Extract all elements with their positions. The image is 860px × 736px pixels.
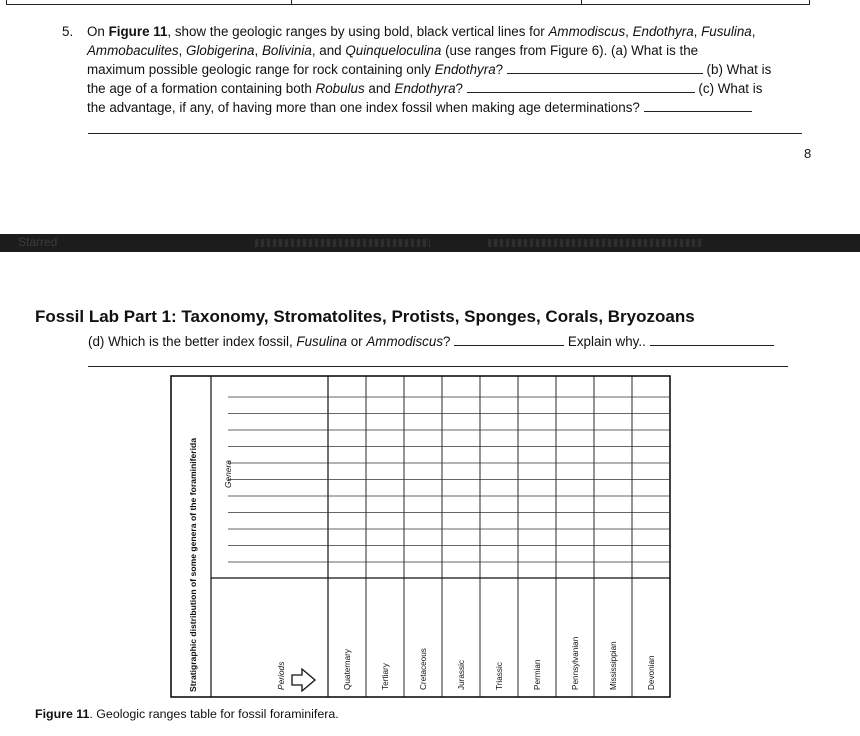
text-run: (c) What is [694, 81, 763, 97]
text-run: , [751, 24, 756, 39]
text-run: Explain why.. [564, 334, 650, 349]
genus-name: Fusulina [296, 334, 348, 349]
lab-title: Fossil Lab Part 1: Taxonomy, Stromatolites, Protists, Sponges, Corals, Bryozoans [35, 307, 695, 326]
text-run: , [693, 24, 702, 39]
question-number: 5. [62, 24, 74, 39]
genus-name: Robulus [315, 81, 365, 97]
text-run: , [178, 42, 186, 58]
text-run: ? [495, 62, 507, 78]
text-run: On [87, 24, 109, 39]
periods-arrow-icon [292, 669, 315, 691]
text-run: (use ranges from Figure 6). (a) What is the [441, 42, 699, 58]
period-label-triassic: Triassic [495, 662, 504, 690]
period-label-permian: Permian [533, 659, 542, 690]
periods-label: Periods [276, 661, 286, 690]
genus-name: Endothyra [632, 24, 694, 39]
period-label-devonian: Devonian [647, 655, 656, 690]
genus-name: Endothyra [434, 62, 496, 78]
text-run: (b) What is [702, 62, 772, 78]
period-label-cretaceous: Cretaceous [419, 648, 428, 690]
genera-label: Genera [223, 460, 233, 488]
period-label-tertiary: Tertiary [381, 663, 390, 690]
text-run: the advantage, if any, of having more than one index fossil when making age determinations? [87, 99, 644, 115]
genus-name: Ammodiscus [548, 24, 626, 39]
text-run: , show the geologic ranges by using bold, black vertical lines for [167, 24, 549, 39]
text-run: or [347, 334, 367, 349]
genus-name: Ammobaculites [87, 42, 179, 58]
figure-caption-text: . Geologic ranges table for fossil foraminifera. [89, 707, 339, 721]
text-run: maximum possible geologic range for rock containing only [87, 62, 435, 78]
period-label-pennsylvanian: Pennsylvanian [571, 636, 580, 690]
range-table-labels [188, 438, 656, 692]
genus-name: Bolivinia [261, 42, 312, 58]
page-number: 8 [804, 146, 812, 161]
text-run: the age of a formation containing both [87, 81, 316, 97]
text-run: ? [443, 334, 455, 349]
text-run: (d) Which is the better index fossil, [88, 334, 297, 349]
text-run: , and [311, 42, 346, 58]
starred-label[interactable]: Starred [18, 235, 58, 249]
period-label-quaternary: Quaternary [343, 649, 352, 690]
text-run: and [364, 81, 395, 97]
genus-name: Quinqueloculina [345, 42, 442, 58]
bold-term: Figure 11 [108, 24, 168, 39]
figure-caption-label: Figure 11 [35, 707, 90, 721]
genus-name: Fusulina [701, 24, 752, 39]
genus-name: Ammodiscus [366, 334, 444, 349]
period-label-mississippian: Mississippian [609, 641, 618, 690]
side-title: Stratigraphic distribution of some genera of the foraminiferida [188, 437, 198, 692]
period-label-jurassic: Jurassic [457, 659, 466, 690]
genus-name: Globigerina [186, 42, 255, 58]
genus-name: Endothyra [394, 81, 456, 97]
text-run: ? [455, 81, 467, 97]
text-run: , [254, 42, 262, 58]
text-run: , [625, 24, 633, 39]
figure-caption [35, 707, 339, 721]
